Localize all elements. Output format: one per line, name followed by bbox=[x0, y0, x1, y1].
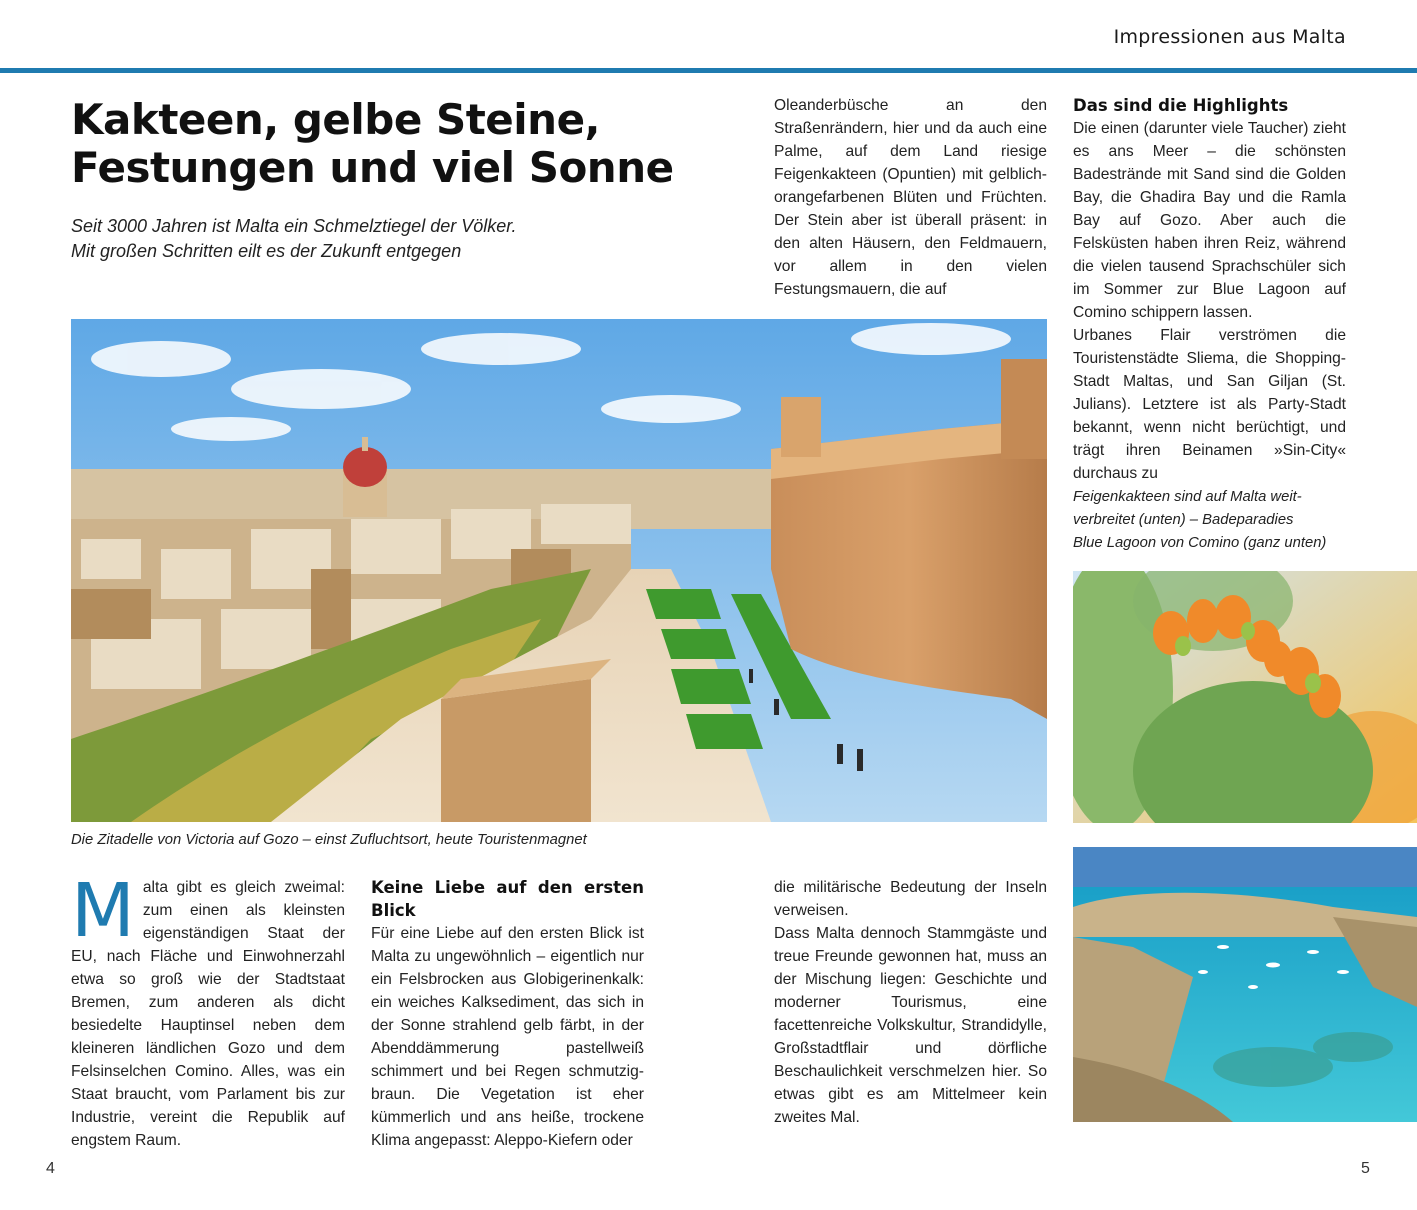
subhead-line-1: Seit 3000 Jahren ist Malta ein Schmelztiegel der Völker. bbox=[71, 216, 517, 236]
page-number-right: 5 bbox=[1361, 1160, 1370, 1177]
header-rule bbox=[0, 68, 1417, 73]
side-caption-line-2: verbreitet (unten) – Badeparadies bbox=[1073, 512, 1294, 528]
body-column-2 bbox=[371, 876, 644, 1152]
headline-line-1: Kakteen, gelbe Steine, bbox=[71, 95, 601, 144]
article-subhead bbox=[71, 214, 631, 264]
body-column-2-text: Für eine Liebe auf den ersten Blick ist Malta zu ungewöhnlich – eigentlich nur ein Felsbrocken aus Globigerinenkalk: ein weiches Kalksediment, das sich in der Sonne strahlend gelb färbt, in der Abenddämmerung pastellweiß schimmert und bei Regen schmutzig-braun. Die Vegetation ist eher kümmerlich und ans heiße, trockene Klima angepasst: Aleppo-Kiefern oder bbox=[371, 925, 644, 1149]
article-headline bbox=[71, 96, 751, 192]
section-title: Impressionen aus Malta bbox=[1113, 26, 1346, 48]
side-photo-caption bbox=[1073, 486, 1373, 555]
blue-lagoon-photo bbox=[1073, 847, 1417, 1122]
citadel-photo bbox=[71, 319, 1047, 822]
body-column-3-para-1: die militärische Bedeutung der Inseln verweisen. bbox=[774, 879, 1047, 919]
highlights-para-2: Urbanes Flair verströmen die Touristenstädte Sliema, die Shopping-Stadt Maltas, und San Giljan (St. Julians). Letztere ist als Party-Stadt bekannt, wenn nicht berüchtigt, und trägt ihren Beinamen »Sin-City« durchaus zu bbox=[1073, 327, 1346, 482]
subhead-line-2: Mit großen Schritten eilt es der Zukunft entgegen bbox=[71, 241, 462, 261]
side-caption-line-1: Feigenkakteen sind auf Malta weit- bbox=[1073, 489, 1302, 505]
body-column-3 bbox=[774, 876, 1047, 1129]
headline-line-2: Festungen und viel Sonne bbox=[71, 143, 674, 192]
highlights-para-1: Die einen (darunter viele Taucher) zieht es ans Meer – die schönsten Badestrände mit Sand sind die Golden Bay, die Ghadira Bay und die Ramla Bay auf Gozo. Aber auch die Felsküsten haben ihren Reiz, während die vielen tausend Sprachschüler sich im Sommer zur Blue Lagoon auf Comino schippern lassen. bbox=[1073, 120, 1346, 321]
drop-cap: M bbox=[71, 868, 135, 954]
cactus-photo bbox=[1073, 571, 1417, 823]
page-number-left: 4 bbox=[46, 1160, 55, 1177]
main-photo-caption: Die Zitadelle von Victoria auf Gozo – einst Zufluchtsort, heute Touristenmagnet bbox=[71, 832, 587, 848]
top-text-column bbox=[774, 94, 1047, 301]
body-column-1-text: alta gibt es gleich zweimal: zum einen als kleinsten eigenständigen Staat der EU, nach Fläche und Einwohnerzahl etwa so groß wie der Stadtstaat Bremen, zum anderen als dicht besiedelte Hauptinsel neben dem kleineren ländlichen Gozo und dem Felsinselchen Comino. Alles, was ein Staat braucht, vom Parlament bis zur Industrie, vereint die Republik auf engstem Raum. bbox=[71, 879, 345, 1149]
body-column-1 bbox=[71, 868, 345, 1152]
column-2-heading: Keine Liebe auf den ersten Blick bbox=[371, 878, 644, 920]
side-caption-line-3: Blue Lagoon von Comino (ganz unten) bbox=[1073, 535, 1327, 551]
top-column-text: Oleanderbüsche an den Straßenrändern, hier und da auch eine Palme, auf dem Land riesige Feigenkakteen (Opuntien) mit gelblich-orangefarbenen Blüten und Früchten. Der Stein aber ist überall präsent: in den alten Häusern, den Feldmauern, vor allem in den vielen Festungsmauern, die auf bbox=[774, 97, 1047, 298]
body-column-3-para-2: Dass Malta dennoch Stammgäste und treue Freunde gewonnen hat, muss an der Mischung liegen: Geschichte und moderner Tourismus, eine facettenreiche Volkskultur, Strandidylle, Großstadtflair und dörfliche Beschaulichkeit verschmelzen hier. So etwas gibt es am Mittelmeer kein zweites Mal. bbox=[774, 925, 1047, 1126]
highlights-column bbox=[1073, 94, 1346, 485]
highlights-heading: Das sind die Highlights bbox=[1073, 96, 1289, 115]
